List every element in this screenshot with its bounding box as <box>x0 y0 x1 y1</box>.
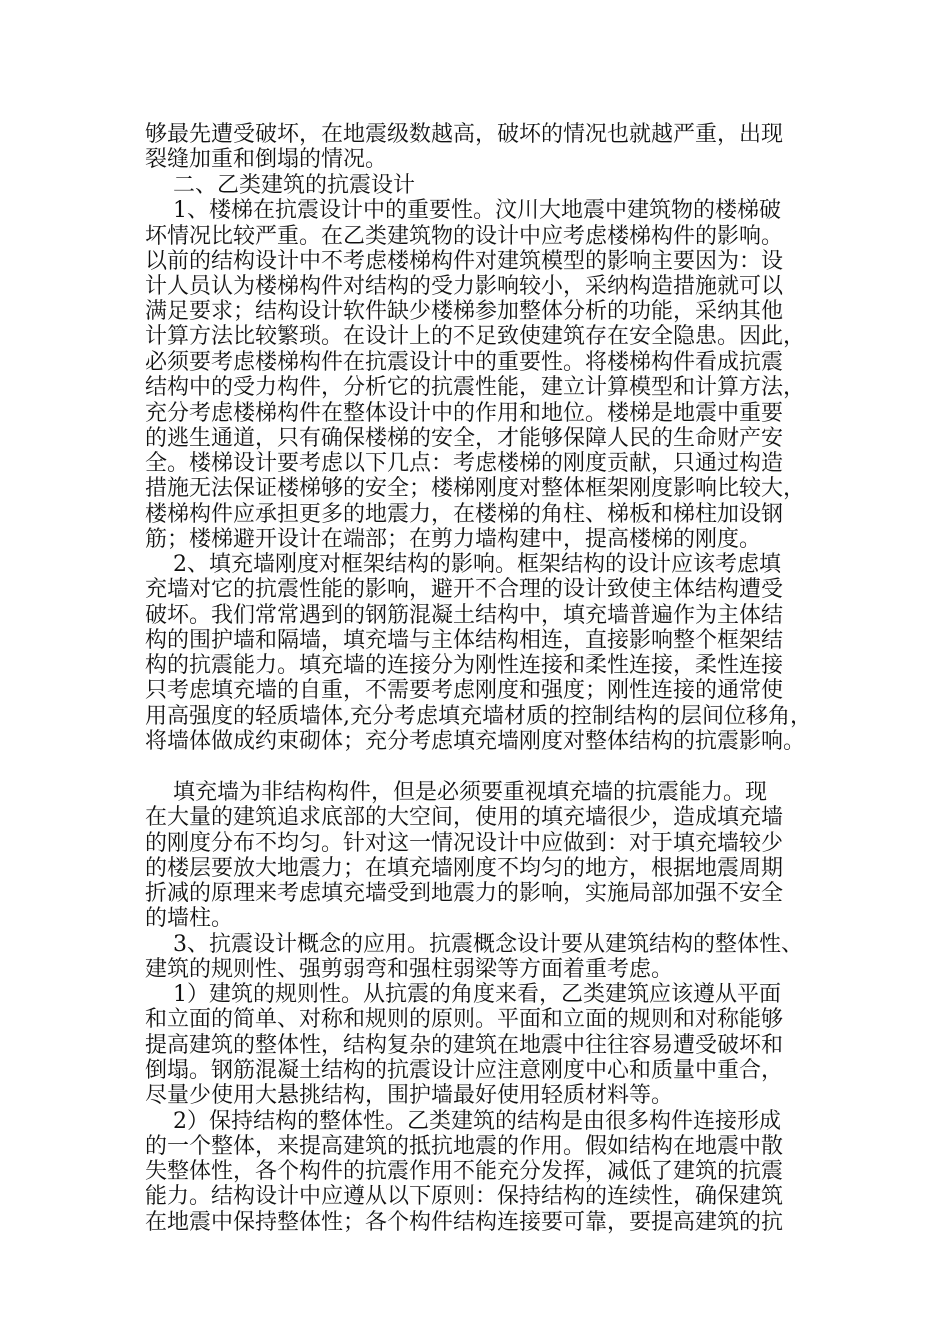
text-line: 2、填充墙刚度对框架结构的影响。框架结构的设计应该考虑填 <box>145 552 781 577</box>
text-line: 能力。结构设计中应遵从以下原则：保持结构的连续性，确保建筑 <box>145 1184 784 1209</box>
text-line: 2）保持结构的整体性。乙类建筑的结构是由很多构件连接形成 <box>145 1109 781 1134</box>
text-line: 破坏。我们常常遇到的钢筋混凝土结构中，填充墙普遍作为主体结 <box>145 603 784 628</box>
text-line: 失整体性，各个构件的抗震作用不能充分发挥，减低了建筑的抗震 <box>145 1159 784 1184</box>
text-line: 和立面的简单、对称和规则的原则。平面和立面的规则和对称能够 <box>145 1007 784 1032</box>
text-line: 的刚度分布不均匀。针对这一情况设计中应做到：对于填充墙较少 <box>145 831 784 856</box>
text-line: 措施无法保证楼梯够的安全；楼梯刚度对整体框架刚度影响比较大， <box>145 476 806 501</box>
text-line: 充分考虑楼梯构件在整体设计中的作用和地位。楼梯是地震中重要 <box>145 401 784 426</box>
text-line: 构的抗震能力。填充墙的连接分为刚性连接和柔性连接，柔性连接 <box>145 653 784 678</box>
section-heading: 二、乙类建筑的抗震设计 <box>145 173 415 198</box>
text-line: 满足要求；结构设计软件缺少楼梯参加整体分析的功能，采纳其他 <box>145 299 784 324</box>
text-line: 够最先遭受破坏，在地震级数越高，破坏的情况也就越严重，出现 <box>145 122 784 147</box>
text-line: 的一个整体，来提高建筑的抵抗地震的作用。假如结构在地震中散 <box>145 1134 784 1159</box>
text-line: 计算方法比较繁琐。在设计上的不足致使建筑存在安全隐患。因此， <box>145 324 806 349</box>
text-line: 用高强度的轻质墙体,充分考虑填充墙材质的控制结构的层间位移角， <box>145 704 812 729</box>
text-line: 的逃生通道，只有确保楼梯的安全，才能够保障人民的生命财产安 <box>145 426 784 451</box>
text-line: 提高建筑的整体性，结构复杂的建筑在地震中往往容易遭受破坏和 <box>145 1033 784 1058</box>
text-line: 填充墙为非结构构件，但是必须要重视填充墙的抗震能力。现 <box>145 780 767 805</box>
text-line: 尽量少使用大悬挑结构，围护墙最好使用轻质材料等。 <box>145 1083 674 1108</box>
text-line: 倒塌。钢筋混凝土结构的抗震设计应注意刚度中心和质量中重合， <box>145 1058 784 1083</box>
text-line: 裂缝加重和倒塌的情况。 <box>145 147 388 172</box>
text-line: 的墙柱。 <box>145 906 234 931</box>
text-line: 在地震中保持整体性；各个构件结构连接要可靠，要提高建筑的抗 <box>145 1210 784 1235</box>
text-line: 1、楼梯在抗震设计中的重要性。汶川大地震中建筑物的楼梯破 <box>145 198 781 223</box>
text-line: 楼梯构件应承担更多的地震力，在楼梯的角柱、梯板和梯柱加设钢 <box>145 502 784 527</box>
text-line: 1）建筑的规则性。从抗震的角度来看，乙类建筑应该遵从平面 <box>145 982 781 1007</box>
text-line: 结构中的受力构件，分析它的抗震性能，建立计算模型和计算方法， <box>145 375 806 400</box>
text-line: 充墙对它的抗震性能的影响，避开不合理的设计致使主体结构遭受 <box>145 577 784 602</box>
text-line: 计人员认为楼梯构件对结构的受力影响较小，采纳构造措施就可以 <box>145 274 784 299</box>
text-line: 坏情况比较严重。在乙类建筑物的设计中应考虑楼梯构件的影响。 <box>145 224 784 249</box>
text-line: 的楼层要放大地震力；在填充墙刚度不均匀的地方，根据地震周期 <box>145 856 784 881</box>
text-line: 3、抗震设计概念的应用。抗震概念设计要从建筑结构的整体性、 <box>145 932 803 957</box>
text-line: 构的围护墙和隔墙，填充墙与主体结构相连，直接影响整个框架结 <box>145 628 784 653</box>
text-line: 全。楼梯设计要考虑以下几点：考虑楼梯的刚度贡献，只通过构造 <box>145 451 784 476</box>
text-line: 以前的结构设计中不考虑楼梯构件对建筑模型的影响主要因为：设 <box>145 249 784 274</box>
text-line: 建筑的规则性、强剪弱弯和强柱弱梁等方面着重考虑。 <box>145 957 674 982</box>
text-line: 筋；楼梯避开设计在端部；在剪力墙构建中，提高楼梯的刚度。 <box>145 527 762 552</box>
text-line: 将墙体做成约束砌体；充分考虑填充墙刚度对整体结构的抗震影响。 <box>145 729 806 754</box>
text-line: 折减的原理来考虑填充墙受到地震力的影响，实施局部加强不安全 <box>145 881 784 906</box>
text-line: 只考虑填充墙的自重，不需要考虑刚度和强度；刚性连接的通常使 <box>145 678 784 703</box>
text-line: 必须要考虑楼梯构件在抗震设计中的重要性。将楼梯构件看成抗震 <box>145 350 784 375</box>
text-line: 在大量的建筑追求底部的大空间，使用的填充墙很少，造成填充墙 <box>145 805 784 830</box>
